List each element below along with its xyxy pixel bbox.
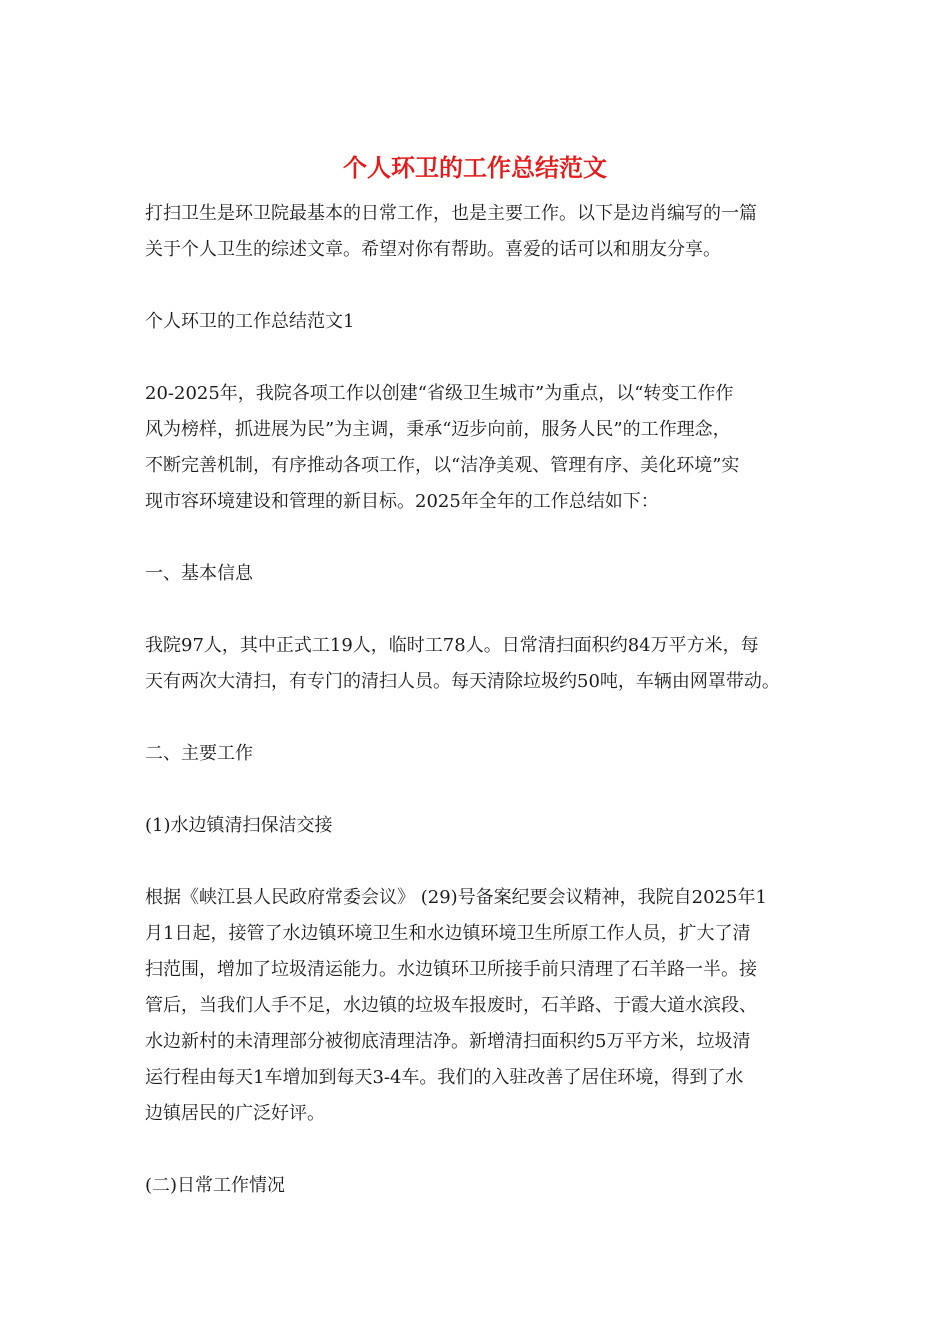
overview-paragraph: 20-2025年，我院各项工作以创建“省级卫生城市”为重点，以“转变工作作 风为榜样，抓进展为民”为主调，秉承“迈步向前，服务人民”的工作理念， 不断完善机制，有序推动各项工作，以“洁净美观、管理有序、美化环境”实 现市容环境建设和管理的新目标。2025年全年的工作总结如下： xyxy=(145,383,740,512)
paragraph-gap xyxy=(145,1132,825,1168)
paragraph-gap xyxy=(145,520,825,556)
document-title: 个人环卫的工作总结范文 xyxy=(343,153,607,182)
paragraph-gap xyxy=(145,268,825,304)
paragraph-gap xyxy=(145,700,825,736)
intro-paragraph: 打扫卫生是环卫院最基本的日常工作，也是主要工作。以下是边肖编写的一篇 关于个人卫生的综述文章。希望对你有帮助。喜爱的话可以和朋友分享。 xyxy=(145,203,757,260)
section-subtitle-1: 个人环卫的工作总结范文1 xyxy=(145,311,355,332)
heading-basic-info: 一、基本信息 xyxy=(145,563,253,584)
paragraph-gap xyxy=(145,340,825,376)
paragraph-gap xyxy=(145,844,825,880)
subheading-daily-work: (二)日常工作情况 xyxy=(145,1175,286,1196)
basic-info-paragraph: 我院97人，其中正式工19人，临时工78人。日常清扫面积约84万平方米，每 天有两次大清扫，有专门的清扫人员。每天清除垃圾约50吨，车辆由网罩带动。 xyxy=(145,635,780,692)
subheading-handover: (1)水边镇清扫保洁交接 xyxy=(145,815,333,836)
paragraph-gap xyxy=(145,592,825,628)
handover-paragraph: 根据《峡江县人民政府常委会议》 (29)号备案纪要会议精神，我院自2025年1 月1日起，接管了水边镇环境卫生和水边镇环境卫生所原工作人员，扩大了清 扫范围，增加了垃圾清运能力。水边镇环卫所接手前只清理了石羊路一半。接 管后，当我们人手不足，水边镇的垃圾车报废时，石羊路、于霞大道水滨段、 水边新村的未清理部分被彻底清理洁净。新增清扫面积约5万平方米，垃圾清 运行程由每天1车增加到每天3-4车。我们的入驻改善了居住环境，得到了水 边镇居民的广泛好评。 xyxy=(145,887,767,1124)
paragraph-gap xyxy=(145,772,825,808)
document-body xyxy=(145,196,825,1204)
heading-main-work: 二、主要工作 xyxy=(145,743,253,764)
